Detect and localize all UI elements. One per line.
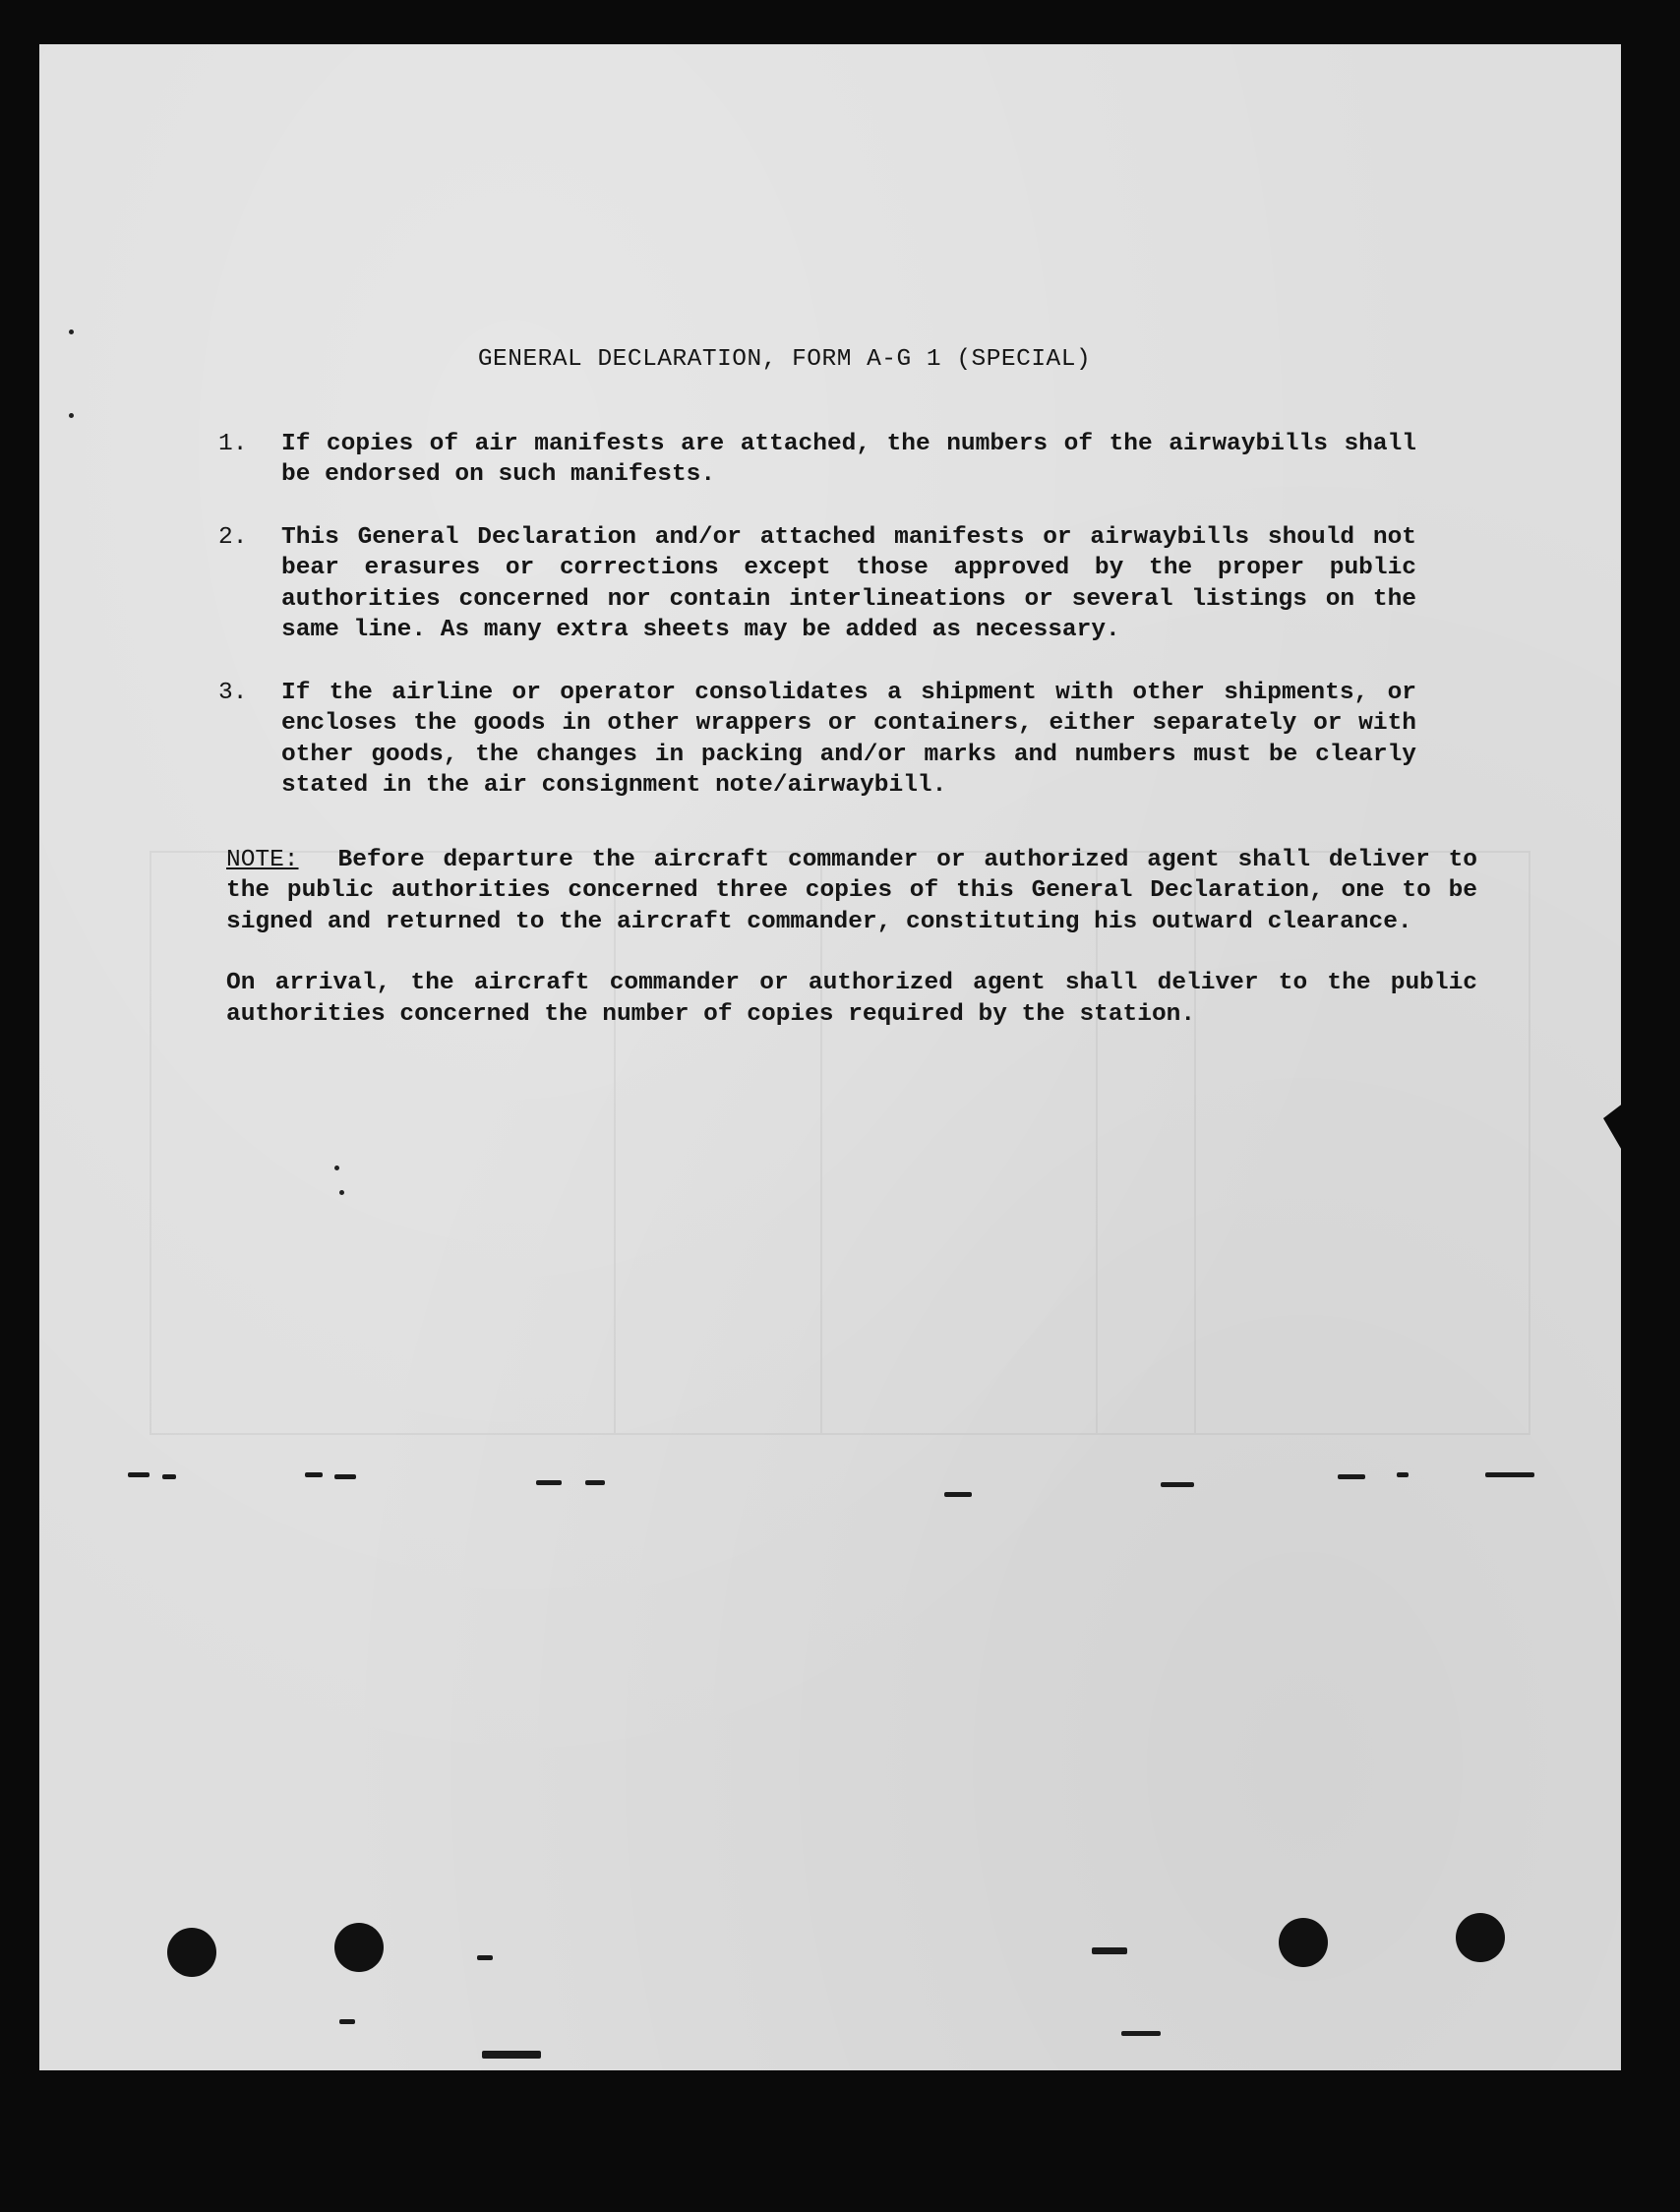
item-text: If copies of air manifests are attached, the numbers of the airwaybills shall be endorsed on such manifests. [281, 430, 1416, 488]
punch-hole [167, 1928, 216, 1977]
torn-edge [1603, 1087, 1621, 1166]
perforation-mark [1121, 2031, 1161, 2036]
perforation-mark [1338, 1474, 1365, 1479]
perforation-mark [1161, 1482, 1194, 1487]
item-number: 2. [218, 523, 248, 551]
perforation-mark [305, 1472, 323, 1477]
perforation-mark [1485, 1472, 1534, 1477]
perforation-mark [339, 2019, 355, 2024]
punch-hole [1279, 1918, 1328, 1967]
perforation-mark [128, 1472, 150, 1477]
list-item [187, 678, 1534, 802]
perforation-mark [477, 1955, 493, 1960]
document-title: GENERAL DECLARATION, FORM A-G 1 (SPECIAL) [477, 346, 1092, 373]
note-text: Before departure the aircraft commander or authorized agent shall deliver to the public authorities concerned three copies of this General Declaration, one to be signed and returned to the aircraft commander, constituting his outward clearance. [226, 846, 1477, 935]
perforation-mark [536, 1480, 562, 1485]
note-paragraph [187, 845, 1477, 938]
list-item [187, 429, 1534, 491]
document-body [187, 344, 1534, 1030]
punch-hole [1456, 1913, 1505, 1962]
note-label: NOTE: [226, 846, 299, 873]
arrival-paragraph: On arrival, the aircraft commander or authorized agent shall deliver to the public authorities concerned the number of copies required by the station. [226, 970, 1477, 1028]
perforation-mark [1092, 1947, 1127, 1954]
item-number: 1. [218, 430, 248, 457]
item-number: 3. [218, 679, 248, 706]
margin-speck [69, 329, 74, 334]
perforation-mark [1397, 1472, 1409, 1477]
punch-hole [334, 1923, 384, 1972]
perforation-mark [585, 1480, 605, 1485]
item-text: This General Declaration and/or attached manifests or airwaybills should not bear erasures or corrections except those approved by the proper public authorities concerned nor contain interlineations or several listings on the same line. As many extra sheets may be added as necessary. [281, 523, 1416, 643]
perforation-mark [162, 1474, 176, 1479]
paper-damage [482, 2051, 541, 2059]
margin-speck [339, 1190, 344, 1195]
margin-speck [69, 413, 74, 418]
perforation-mark [334, 1474, 356, 1479]
margin-speck [334, 1166, 339, 1170]
perforation-mark [944, 1492, 972, 1497]
item-text: If the airline or operator consolidates a shipment with other shipments, or encloses the goods in other wrappers or containers, either separately or with other goods, the changes in packing and/or marks and numbers must be clearly stated in the air consignment note/airwaybill. [281, 679, 1416, 799]
document-page [39, 44, 1621, 2070]
list-item [187, 522, 1534, 646]
